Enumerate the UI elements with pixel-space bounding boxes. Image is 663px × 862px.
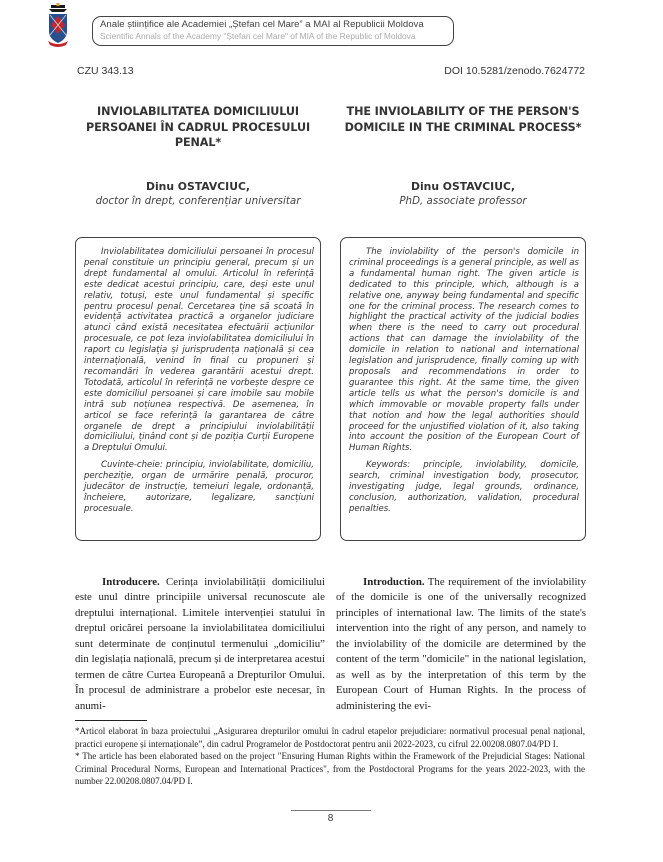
journal-title-ro: Anale științifice ale Academiei „Ștefan cel Mare” a MAI al Republicii Moldova: [100, 19, 424, 30]
journal-title-en: Scientific Annals of the Academy "Ștefan cel Mare" of MIA of the Republic of Moldova: [100, 31, 416, 41]
keywords: Keywords: principle, inviolability, domicile, search, criminal investigation body, prosecutor, investigating judge, legal grounds, ordinance, conclusion, authorization, validation, procedural penalties.: [349, 460, 579, 514]
abstract-text: Inviolabilitatea domiciliului persoanei în procesul penal constituie un principiu general, precum și un drept fundamental al omului. Articolul în referință este dedicat acestui principiu, care, deși este unul relativ, totuși, este unul fundamental și specific pentru procesul penal. Cercetarea ține să scoată în evidență activitatea practică a organelor judiciare atunci când există necesitatea efectuării acțiunilor procesuale, ce pot leza inviolabilitatea domiciliului în raport cu legislația și jurisprudența națională și cea internațională, venind în final cu propuneri și recomandări în vederea garantării acestui drept. Totodată, articolul în referință ne vorbește despre ce este domiciliul persoanei și care imobile sau mobile intră sub noțiunea respectivă. De asemenea, în articol se face referință la garantarea de către organele de drept a principiului inviolabilității domiciliului, ținând cont și de poziția Curții Europene a Dreptului Omului.: [84, 247, 314, 454]
body-column-ro: [75, 575, 325, 714]
introduction-paragraph: [75, 575, 325, 714]
title-row: [75, 104, 586, 166]
author-name: Dinu OSTAVCIUC,: [411, 180, 515, 193]
footnote-divider: [75, 720, 147, 721]
section-heading: Introduction.: [363, 576, 425, 588]
page-number-divider: [291, 810, 371, 811]
footnote-en: * The article has been elaborated based on the project "Ensuring Human Rights within the Framework of the Prejudicial Stages: National Criminal Procedural Norms, European and International Practices", from the Postdoctoral Programs for the years 2022-2023, with the number 22.00208.0807.04/PD I.: [75, 751, 585, 787]
abstract-box-ro: [75, 237, 321, 541]
section-heading: Introducere.: [102, 576, 160, 588]
author-name: Dinu OSTAVCIUC,: [146, 180, 250, 193]
academy-crest-icon: [47, 3, 69, 47]
body-row: [75, 575, 586, 714]
keywords: Cuvinte-cheie: principiu, inviolabilitate, domiciliu, percheziție, organ de urmărire penală, procuror, judecător de instrucție, temeiuri legale, ordonanță, încheiere, autorizare, legalizare, sancțiuni procesuale.: [84, 460, 314, 514]
abstract-row: [75, 237, 586, 541]
author-block-ro: [75, 180, 321, 208]
page-footer: [291, 810, 371, 824]
article-title-en: THE INVIOLABILITY OF THE PERSON'S DOMICILE IN THE CRIMINAL PROCESS*: [344, 105, 582, 134]
journal-banner: [92, 16, 454, 46]
author-block-en: [340, 180, 586, 208]
footnote-ro: *Articol elaborat în baza proiectului „Asigurarea drepturilor omului în cadrul etapelor prejudiciare: normativul procesual penal național, practici europene și internaționale”, din cadrul Programelor de Postdoctorat pentru anii 2022-2023, cu cifrul 22.00208.0807.04/PD I.: [75, 726, 585, 749]
paragraph-text: The requirement of the inviolability of the domicile is one of the universally recognized principles of international law. The limits of the state's intervention into the right of any person, and namely to the inviolability of the domicile are determined by the content of the term "domicile" in the national legislation, as well as by the interpretation of this term by the European Court of Human Rights. In the process of administering the evi-: [336, 576, 586, 712]
article-content: [75, 104, 586, 824]
body-column-en: [336, 575, 586, 714]
author-degree: doctor în drept, conferențiar universitar: [95, 195, 301, 207]
czu-code: CZU 343.13: [77, 65, 134, 77]
footnotes: [75, 725, 585, 788]
article-title-ro: INVIOLABILITATEA DOMICILIULUI PERSOANEI ÎN CADRUL PROCESULUI PENAL*: [85, 105, 311, 149]
abstract-text: The inviolability of the person's domicile in criminal proceedings is a general principle, as well as a fundamental human right. The given article is dedicated to this principle, which, although is a relative one, anyway being fundamental and specific one for the criminal process. The research comes to highlight the practical activity of the judicial bodies when there is the need to carry out procedural actions that can damage the inviolability of the domicile in relation to national and international legislation and jurisprudence, finally coming up with proposals and recommendations in order to guarantee this right. At the same time, the given article tells us what the person's domicile is and which immovable or movable property falls under that notion and how the legal authorities should proceed for the unjustified violation of it, also taking into account the position of the European Court of Human Rights.: [349, 247, 579, 454]
abstract-box-en: [340, 237, 586, 541]
page-number: 8: [327, 813, 334, 825]
doi-link[interactable]: DOI 10.5281/zenodo.7624772: [444, 65, 585, 77]
introduction-paragraph: [336, 575, 586, 714]
paragraph-text: Cerința inviolabilității domiciliului este unul dintre principiile universal recunoscute ale dreptului internațional. Limitele intervenției statului în dreptul oricărei persoane la inviolabilitatea domiciliului sunt determinate de conținutul termenului „domiciliu” din legislația națională, precum și de interpretarea acestui termen de către Curtea Europeană a Drepturilor Omului. În procesul de administrare a probelor este necesar, în anumi-: [75, 576, 325, 712]
author-degree: PhD, associate professor: [399, 195, 527, 207]
author-row: [75, 166, 586, 208]
